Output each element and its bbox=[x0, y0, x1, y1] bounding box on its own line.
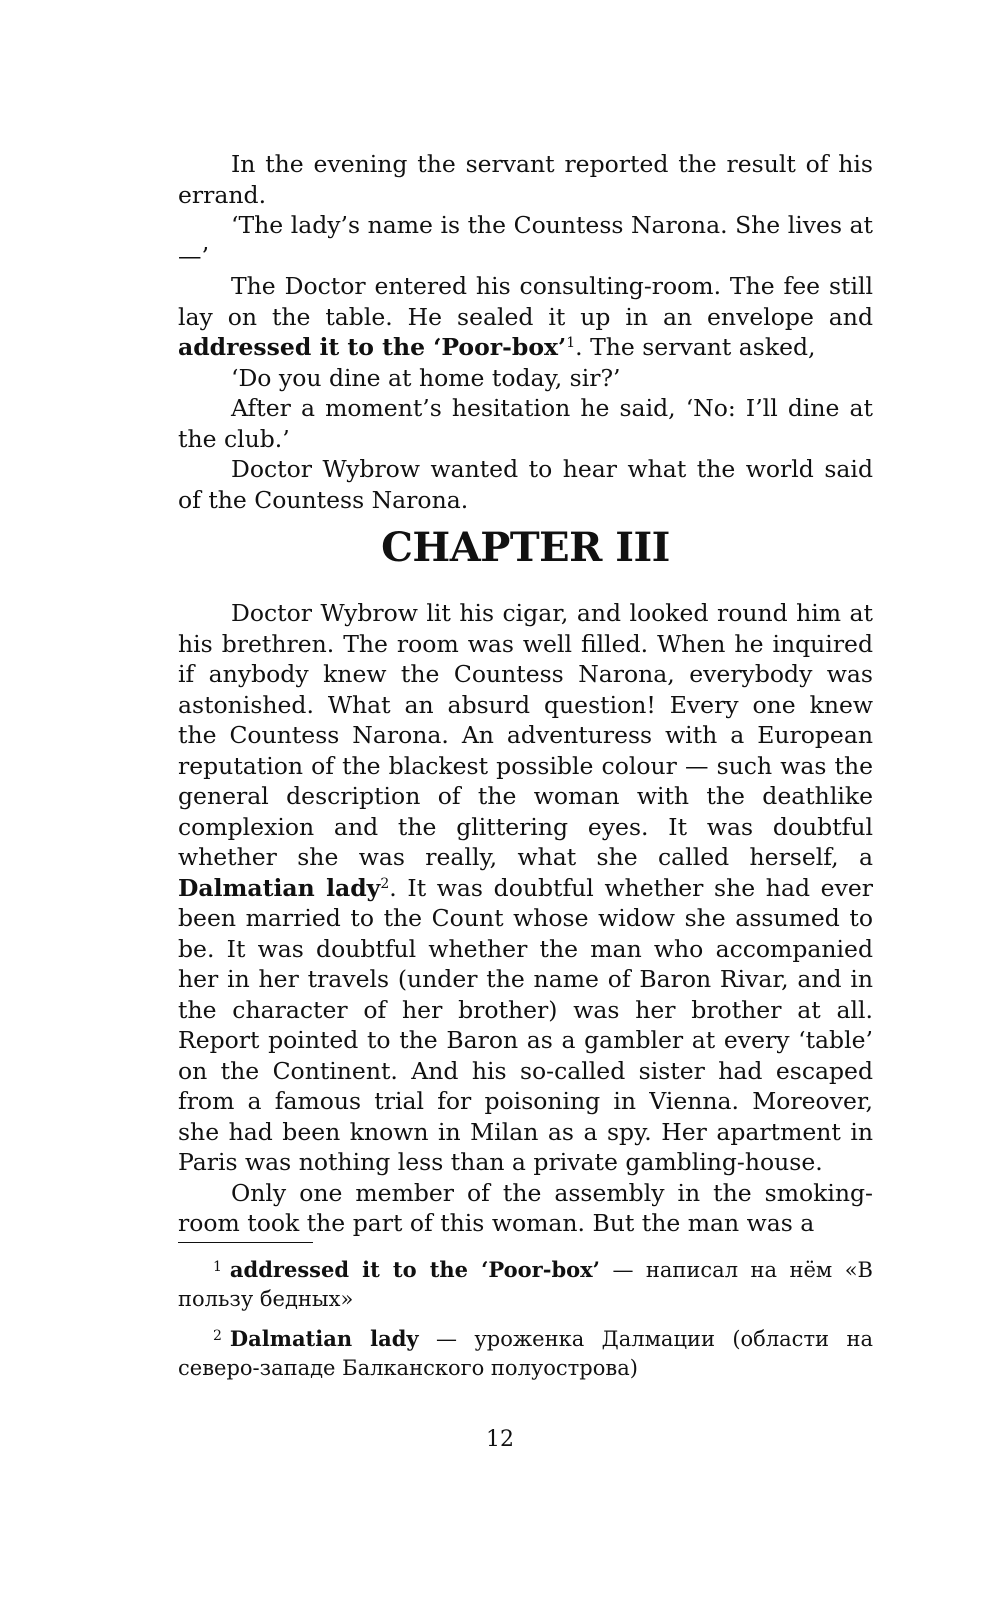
page-number: 12 bbox=[486, 1427, 514, 1452]
footnote-number: 1 bbox=[213, 1259, 222, 1275]
paragraph: In the evening the servant reported the result of his errand. bbox=[178, 150, 873, 209]
paragraph: ‘Do you dine at home today, sir?’ bbox=[231, 363, 621, 392]
paragraph bbox=[178, 598, 873, 1178]
chapter-heading: CHAPTER III bbox=[381, 524, 670, 571]
footnote-gloss: — написал на нём «В пользу бедных» bbox=[178, 1258, 873, 1311]
paragraph-text: . It was doubtful whether she had ever been married to the Count whose widow she assumed to be. It was doubtful whether the man who accompanied her in her travels (under the name of Baron Rivar, and in the character of her brother) was her brother at all. Report pointed to the Baron as a gambler at every ‘table’ on the Continent. And his so-called sister had escaped from a famous trial for poisoning in Vienna. Moreover, she had been known in Milan as a spy. Her apartment in Paris was nothing less than a private gambling-house. bbox=[178, 873, 873, 1176]
footnote-ref: 1 bbox=[566, 335, 576, 351]
paragraph-text: . The servant asked, bbox=[575, 333, 816, 361]
paragraph: ‘The lady’s name is the Countess Narona. She lives at—’ bbox=[178, 211, 873, 270]
paragraph-text: Doctor Wybrow lit his cigar, and looked round him at his brethren. The room was well filled. When he inquired if anybody knew the Countess Narona, everybody was astonished. What an absurd question! Every one knew the Countess Narona. An adventuress with a European reputation of the blackest possible colour — such was the general description of the woman with the deathlike complexion and the glittering eyes. It was doubtful whether she was really, what she called herself, a bbox=[178, 599, 873, 871]
footnote-ref: 2 bbox=[380, 875, 390, 892]
footnote-divider bbox=[178, 1242, 313, 1243]
footnote bbox=[178, 1322, 873, 1383]
paragraph: Doctor Wybrow wanted to hear what the world said of the Countess Narona. bbox=[178, 455, 873, 514]
paragraph: Only one member of the assembly in the smoking-room took the part of this woman. But the man was a bbox=[178, 1178, 873, 1237]
paragraph: After a moment’s hesitation he said, ‘No: I’ll dine at the club.’ bbox=[178, 394, 873, 453]
paragraph bbox=[178, 271, 873, 363]
footnote-gloss: — уроженка Далмации (области на северо-западе Балканского полуострова) bbox=[178, 1327, 873, 1380]
text-block-top bbox=[178, 149, 873, 515]
footnote-term: Dalmatian lady bbox=[229, 1326, 419, 1351]
glossed-term: Dalmatian lady bbox=[178, 873, 381, 902]
footnote-term: addressed it to the ‘Poor-box’ bbox=[229, 1257, 600, 1282]
footnotes bbox=[178, 1253, 873, 1391]
footnote bbox=[178, 1253, 873, 1314]
glossed-term: addressed it to the ‘Poor-box’ bbox=[178, 333, 567, 361]
text-block-main bbox=[178, 598, 873, 1239]
paragraph-text: The Doctor entered his consulting-room. The fee still lay on the table. He sealed it up in an envelope and bbox=[178, 272, 873, 331]
footnote-number: 2 bbox=[213, 1328, 222, 1344]
